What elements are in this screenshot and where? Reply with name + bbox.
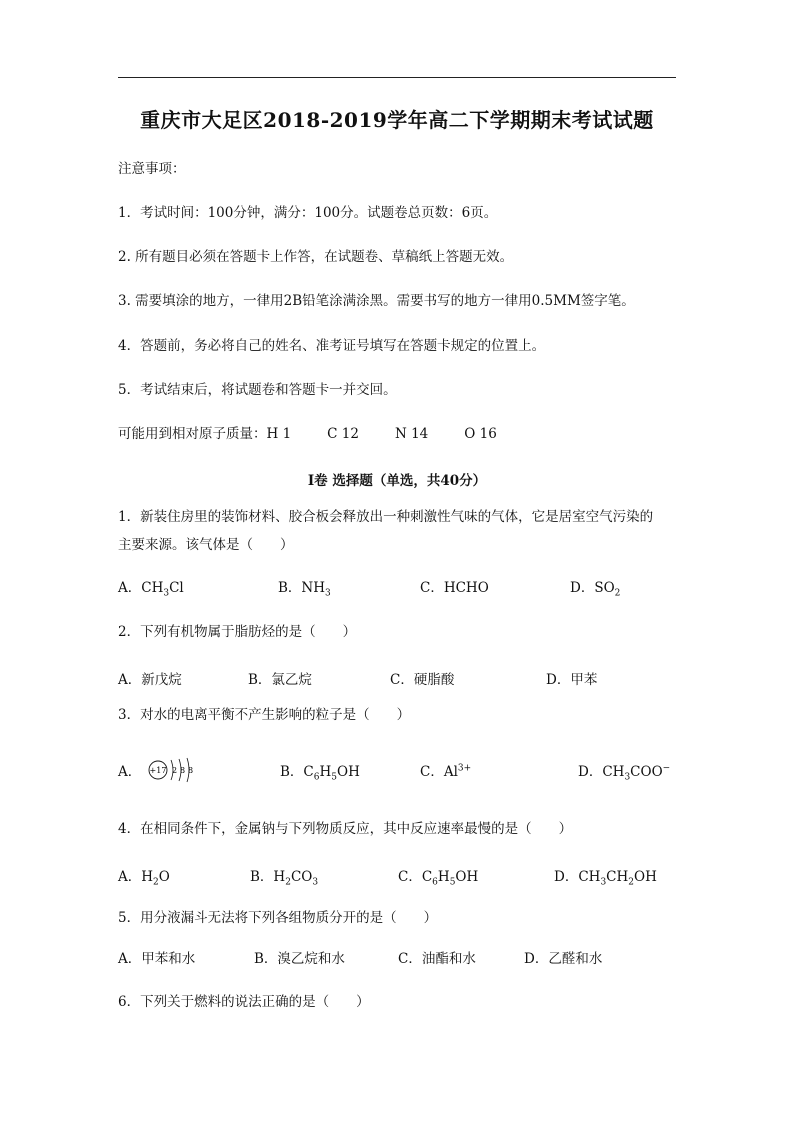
q5-options [118, 947, 678, 965]
q5-stem: 5．用分液漏斗无法将下列各组物质分开的是（ ） [118, 910, 438, 926]
q3-option-c[interactable]: C．$Al^{3+}$ [420, 763, 472, 780]
q1-option-a[interactable]: A．$CH_3Cl$ [118, 580, 184, 599]
svg-text:+17: +17 [149, 765, 167, 775]
q5-option-b[interactable]: B．溴乙烷和水 [254, 951, 345, 967]
atomic-mass-line [118, 425, 497, 443]
q4-option-b[interactable]: B．$H_2CO_3$ [250, 869, 319, 888]
q2-option-c[interactable]: C．硬脂酸 [390, 672, 455, 688]
chlorine-atom-structure-icon [147, 757, 199, 783]
atomic-mass-o: O 16 [464, 426, 497, 442]
svg-text:2: 2 [172, 765, 178, 775]
q5-option-d[interactable]: D．乙醛和水 [524, 951, 603, 967]
note-item-1: 1．考试时间：100分钟，满分：100分。试题卷总页数：6页。 [118, 205, 498, 221]
atomic-mass-c: C 12 [327, 426, 359, 442]
note-item-5: 5．考试结束后，将试题卷和答题卡一并交回。 [118, 382, 397, 398]
q1-stem-line2: 主要来源。该气体是（ ） [118, 537, 294, 553]
q5-option-c[interactable]: C．油酯和水 [398, 951, 476, 967]
q3-option-a[interactable]: A． +17 2 8 8 [118, 760, 199, 783]
section-heading: I卷 选择题（单选，共40分） [307, 473, 487, 489]
svg-text:8: 8 [188, 765, 194, 775]
q4-options [118, 865, 678, 888]
q1-options [118, 576, 678, 599]
q1-option-d[interactable]: D．$SO_2$ [570, 580, 621, 599]
q4-option-a[interactable]: A．$H_2O$ [118, 869, 170, 888]
atomic-mass-n: N 14 [394, 426, 429, 442]
q5-option-a[interactable]: A．甲苯和水 [118, 951, 196, 967]
q6-stem: 6．下列关于燃料的说法正确的是（ ） [118, 994, 370, 1010]
q2-option-d[interactable]: D．甲苯 [546, 672, 598, 688]
q2-options [118, 668, 678, 686]
q3-option-d[interactable]: D．$CH_3COO^-$ [578, 763, 671, 783]
note-item-4: 4．答题前，务必将自己的姓名、准考证号填写在答题卡规定的位置上。 [118, 338, 546, 354]
q4-stem: 4．在相同条件下，金属钠与下列物质反应，其中反应速率最慢的是（ ） [118, 821, 573, 837]
svg-text:8: 8 [180, 765, 186, 775]
notes-heading: 注意事项： [118, 161, 186, 177]
q2-stem: 2．下列有机物属于脂肪烃的是（ ） [118, 624, 357, 640]
q3-options [118, 760, 678, 783]
top-rule [118, 77, 676, 78]
q4-option-d[interactable]: D．$CH_3CH_2OH$ [554, 869, 657, 888]
page-title: 重庆市大足区2018-2019学年高二下学期期末考试试题 [140, 108, 654, 132]
q3-stem: 3．对水的电离平衡不产生影响的粒子是（ ） [118, 707, 411, 723]
q4-option-c[interactable]: C．$C_6H_5OH$ [398, 869, 479, 888]
q2-option-a[interactable]: A．新戊烷 [118, 672, 182, 688]
q1-stem-line1: 1．新装住房里的装饰材料、胶合板会释放出一种刺激性气味的气体，它是居室空气污染的 [118, 509, 654, 525]
note-item-2: 2. 所有题目必须在答题卡上作答，在试题卷、草稿纸上答题无效。 [118, 249, 514, 265]
q3-option-b[interactable]: B．$C_6H_5OH$ [280, 764, 360, 783]
atomic-mass-label: 可能用到相对原子质量： [118, 426, 267, 442]
q1-option-c[interactable]: C．HCHO [420, 580, 489, 596]
atomic-mass-h: H 1 [266, 426, 292, 442]
q1-option-b[interactable]: B．$NH_3$ [278, 580, 331, 599]
q2-option-b[interactable]: B．氯乙烷 [248, 672, 312, 688]
note-item-3: 3. 需要填涂的地方，一律用2B铅笔涂满涂黑。需要书写的地方一律用0.5MM签字笔。 [118, 293, 635, 309]
